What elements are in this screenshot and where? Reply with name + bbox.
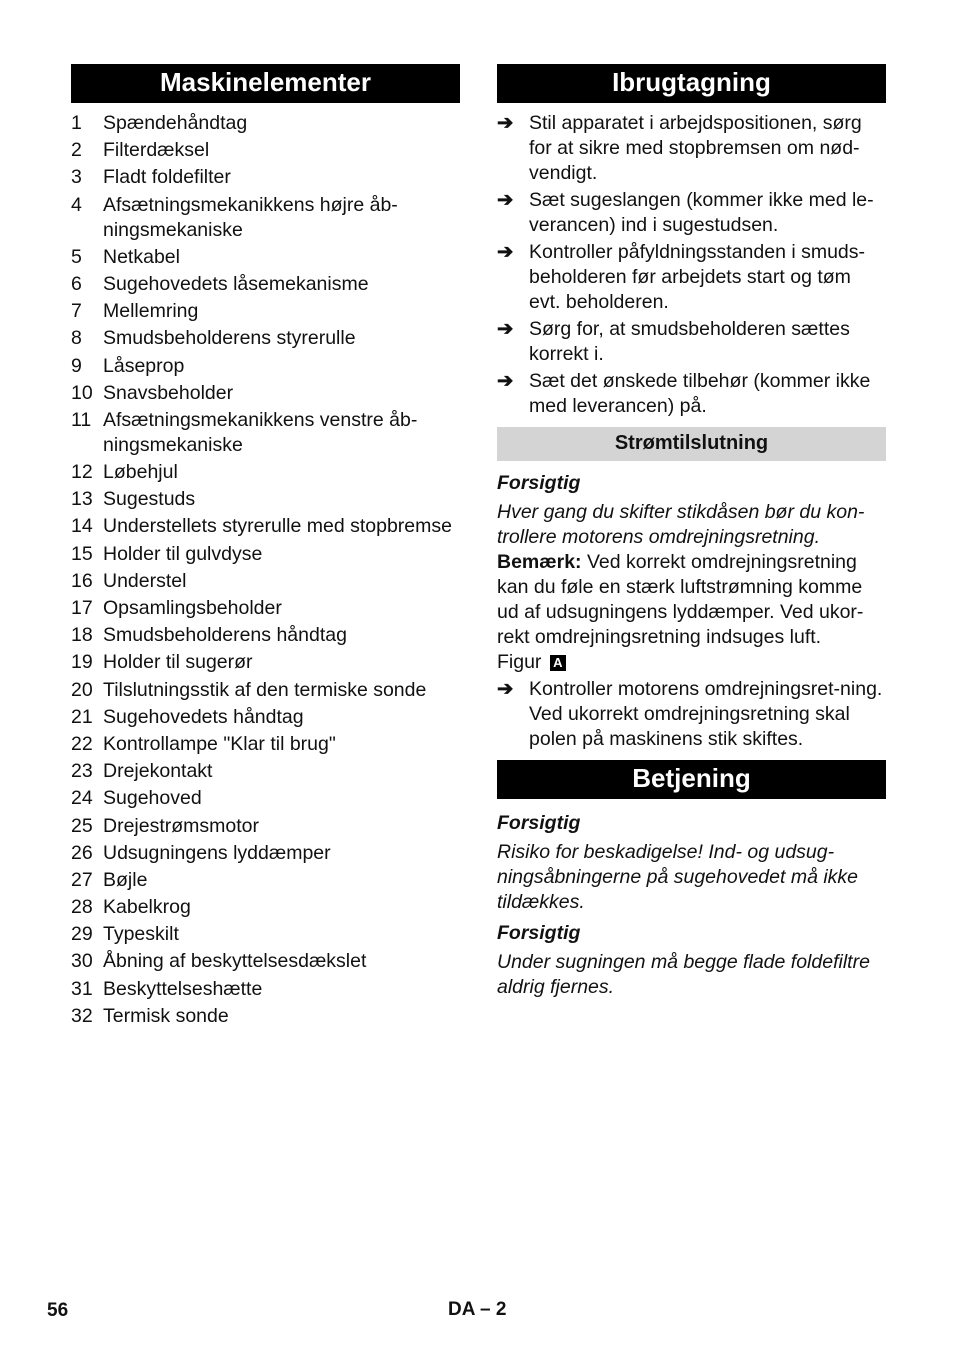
list-item [71, 732, 460, 757]
list-item [71, 460, 460, 485]
item-number: 13 [71, 488, 93, 511]
subheading-stromtilslutning: Strømtilslutning [497, 427, 886, 461]
step-text: Stil apparatet i arbejdspositionen, sørg for at sikre med stopbremsen om nød-vendigt. [529, 112, 862, 184]
item-number: 16 [71, 569, 93, 592]
arrow-right-icon: ➔ [497, 241, 514, 263]
section-heading-maskinelementer: Maskinelementer [71, 64, 460, 103]
item-label: Låseprop [103, 354, 185, 377]
item-label: Netkabel [103, 245, 180, 268]
list-item [71, 705, 460, 730]
note-paragraph [497, 550, 886, 650]
item-number: 12 [71, 461, 93, 484]
item-label: Understel [103, 569, 187, 592]
step-text: Sørg for, at smudsbeholderen sættes korrekt i. [529, 318, 850, 365]
figure-a-icon: A [550, 655, 566, 671]
right-column [497, 64, 886, 1000]
list-item [71, 514, 460, 539]
item-number: 10 [71, 381, 93, 404]
item-label: Holder til gulvdyse [103, 542, 263, 565]
item-label: Kabelkrog [103, 896, 191, 919]
list-item [71, 569, 460, 594]
list-item [497, 111, 886, 186]
list-item [71, 326, 460, 351]
list-item [71, 678, 460, 703]
item-label: Bøjle [103, 868, 148, 891]
item-label: Smudsbeholderens håndtag [103, 624, 347, 647]
item-number: 15 [71, 542, 93, 565]
item-label: Holder til sugerør [103, 651, 253, 674]
page-number: 56 [47, 1300, 69, 1321]
list-item [71, 786, 460, 811]
caution-text: Risiko for beskadigelse! Ind- og udsug-ningsåbningerne på sugehovedet må ikke tildækkes. [497, 841, 859, 913]
item-label: Tilslutningsstik af den termiske sonde [103, 678, 427, 701]
list-item [71, 138, 460, 163]
list-item [71, 111, 460, 136]
list-item [71, 596, 460, 621]
item-label: Fladt foldefilter [103, 166, 231, 189]
item-number: 8 [71, 327, 82, 350]
list-item [71, 895, 460, 920]
item-number: 24 [71, 787, 93, 810]
item-number: 31 [71, 977, 93, 1000]
caution-title: Forsigtig [497, 922, 581, 944]
list-item [497, 188, 886, 238]
item-label: Afsætningsmekanikkens venstre åb-ningsmekaniske [103, 408, 418, 456]
list-item [71, 408, 460, 458]
item-number: 17 [71, 597, 93, 619]
item-number: 28 [71, 896, 93, 919]
item-label: Snavsbeholder [103, 381, 234, 404]
list-item [71, 354, 460, 379]
item-number: 4 [71, 193, 82, 216]
caution-text: Under sugningen må begge flade foldefiltre aldrig fjernes. [497, 951, 870, 998]
step-text: Sæt det ønskede tilbehør (kommer ikke med leverancen) på. [529, 370, 871, 417]
item-label: Smudsbeholderens styrerulle [103, 327, 356, 350]
item-label: Mellemring [103, 300, 199, 323]
arrow-right-icon: ➔ [497, 370, 514, 392]
section-footer: DA – 2 [448, 1299, 507, 1320]
item-number: 21 [71, 705, 93, 728]
item-label: Spændehåndtag [103, 112, 248, 134]
list-item [71, 165, 460, 190]
item-label: Løbehjul [103, 461, 178, 484]
item-label: Sugehoved [103, 787, 202, 810]
list-item [71, 759, 460, 784]
item-label: Drejestrømsmotor [103, 814, 260, 837]
parts-list [71, 111, 460, 1029]
step-text: Kontroller motorens omdrejningsret-ning. Ved ukorrekt omdrejningsretning skal polen på maskinens stik skiftes. [529, 678, 883, 750]
arrow-right-icon: ➔ [497, 678, 514, 700]
list-item [71, 841, 460, 866]
item-label: Typeskilt [103, 923, 179, 946]
item-label: Drejekontakt [103, 760, 213, 783]
item-number: 14 [71, 515, 93, 538]
list-item [71, 272, 460, 297]
caution-text: Hver gang du skifter stikdåsen bør du kon-trollere motorens omdrejningsretning. [497, 501, 865, 548]
figure-reference [497, 650, 886, 675]
note-label: Bemærk: [497, 551, 582, 573]
list-item [71, 977, 460, 1002]
item-label: Kontrollampe "Klar til brug" [103, 732, 336, 755]
list-item [71, 650, 460, 675]
item-number: 1 [71, 112, 82, 134]
list-item [71, 949, 460, 974]
item-number: 25 [71, 814, 93, 837]
item-number: 7 [71, 300, 82, 323]
item-number: 6 [71, 272, 82, 295]
section-heading-ibrugtagning: Ibrugtagning [497, 64, 886, 103]
item-number: 9 [71, 354, 82, 377]
list-item [497, 369, 886, 419]
list-item [497, 317, 886, 367]
list-item [497, 677, 886, 752]
list-item [71, 487, 460, 512]
power-steps-list [497, 677, 886, 752]
figure-label: Figur [497, 651, 542, 673]
item-number: 19 [71, 651, 93, 674]
step-text: Sæt sugeslangen (kommer ikke med le-verancen) ind i sugestudsen. [529, 189, 874, 236]
left-column [71, 64, 460, 1031]
caution-title: Forsigtig [497, 812, 581, 834]
item-label: Opsamlingsbeholder [103, 597, 282, 619]
list-item [71, 1004, 460, 1029]
item-label: Filterdæksel [103, 139, 210, 162]
item-label: Udsugningens lyddæmper [103, 841, 331, 864]
list-item [71, 922, 460, 947]
item-label: Sugehovedets håndtag [103, 705, 304, 728]
item-label: Termisk sonde [103, 1004, 229, 1027]
item-label: Understellets styrerulle med stopbremse [103, 515, 452, 538]
item-number: 27 [71, 868, 93, 891]
item-number: 22 [71, 732, 93, 755]
step-text: Kontroller påfyldningsstanden i smuds-beholderen før arbejdets start og tøm evt. beholderen. [529, 241, 866, 313]
startup-steps-list [497, 111, 886, 419]
list-item [71, 381, 460, 406]
list-item [71, 814, 460, 839]
item-number: 23 [71, 760, 93, 783]
list-item [71, 542, 460, 567]
item-label: Afsætningsmekanikkens højre åb-ningsmekaniske [103, 193, 398, 241]
item-label: Beskyttelseshætte [103, 977, 263, 1000]
list-item [71, 245, 460, 270]
item-number: 11 [71, 408, 92, 431]
item-number: 5 [71, 245, 82, 268]
item-number: 29 [71, 923, 93, 946]
item-label: Sugestuds [103, 488, 196, 511]
list-item [71, 868, 460, 893]
list-item [497, 240, 886, 315]
note-text: Ved korrekt omdrejningsretning kan du føle en stærk luftstrømning komme ud af udsugningens lyddæmper. Ved ukor-rekt omdrejningsretning indsuges luft. [497, 551, 864, 648]
list-item [71, 623, 460, 648]
item-number: 30 [71, 950, 93, 973]
arrow-right-icon: ➔ [497, 112, 514, 134]
list-item [71, 299, 460, 324]
item-number: 18 [71, 624, 93, 647]
item-number: 32 [71, 1004, 93, 1027]
arrow-right-icon: ➔ [497, 189, 514, 211]
list-item [71, 193, 460, 243]
item-number: 3 [71, 166, 82, 189]
item-number: 26 [71, 841, 93, 864]
section-heading-betjening: Betjening [497, 760, 886, 799]
item-number: 2 [71, 139, 82, 162]
item-label: Åbning af beskyttelsesdækslet [103, 950, 367, 973]
item-label: Sugehovedets låsemekanisme [103, 272, 369, 295]
arrow-right-icon: ➔ [497, 318, 514, 340]
caution-title: Forsigtig [497, 472, 581, 494]
item-number: 20 [71, 678, 93, 701]
